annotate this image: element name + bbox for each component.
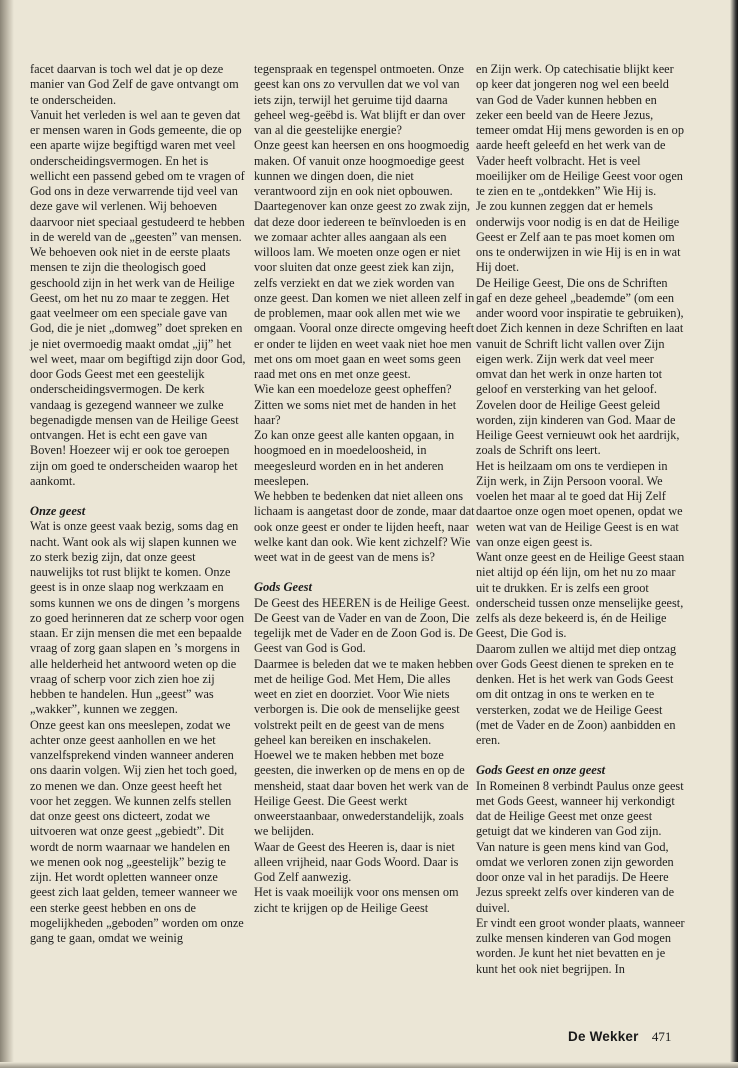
paragraph: Van nature is geen mens kind van God, omdat we verloren zonen zijn geworden door onze val in het paradijs. De Heere Jezus spreekt zelfs over kinderen van de duivel.	[476, 839, 675, 915]
paragraph: Onze geest kan ons meeslepen, zodat we achter onze geest aanhollen en we het vanzelfsprekend vinden wanneer anderen ons daarin volgen. Wij zien het toch goed, zo menen we dan. Onze geest heeft het voor het zeggen. We kunnen zelfs stellen dat onze geest ons dicteert, zodat we uitvoeren wat onze geest „gebiedt”. Dit wordt de norm waarnaar we handelen en we menen ook nog „geestelijk” bezig te zijn. Het wordt opletten wanneer onze geest zich laat gelden, temeer wanneer we een sterke geest hebben en ons de mogelijkheden „geboden” worden om onze gang te gaan, omdat we weinig	[30, 717, 244, 945]
text-column-2	[254, 62, 476, 916]
paragraph: In Romeinen 8 verbindt Paulus onze geest met Gods Geest, wanneer hij verkondigt dat de Heilige Geest met onze geest getuigt dat we kinderen van God zijn.	[476, 778, 684, 839]
paragraph: De Heilige Geest, Die ons de Schriften gaf en deze geheel „beademde” (om een ander woord voor inspiratie te gebruiken), doet Zich kennen in deze Schriften en laat vanuit de Schrift licht vallen over Zijn eigen werk. Zijn werk dat veel meer omvat dan het werk in onze harten tot geloof en versterking van het geloof.	[476, 275, 684, 397]
paragraph: Wie kan een moedeloze geest opheffen? Zitten we soms niet met de handen in het haar?	[254, 382, 457, 427]
publication-name: De Wekker	[568, 1029, 639, 1044]
paragraph-spacer	[476, 748, 686, 763]
text-column-3	[476, 62, 686, 977]
section-heading: Onze geest	[30, 504, 86, 518]
paragraph: Je zou kunnen zeggen dat er hemels onderwijs voor nodig is en dat de Heilige Geest er Zelf aan te pas moet komen om ons te onderwijzen in wie Hij is en in wat Hij doet.	[476, 199, 681, 275]
paragraph-spacer	[254, 565, 476, 580]
page-right-edge	[730, 0, 738, 1068]
paragraph: Daarmee is beleden dat we te maken hebben met de heilige God. Met Hem, Die alles weet en ziet en doorziet. Voor Wie niets verborgen is. Die ook de menselijke geest volstrekt peilt en de geest van de mens geheel kan bereiken en inschakelen.	[254, 656, 473, 747]
paragraph: Het is vaak moeilijk voor ons mensen om zicht te krijgen op de Heilige Geest	[254, 885, 459, 915]
paragraph: Waar de Geest des Heeren is, daar is niet alleen vrijheid, naar Gods Woord. Daar is God Zelf aanwezig.	[254, 839, 459, 884]
paragraph: We hebben te bedenken dat niet alleen ons lichaam is aangetast door de zonde, maar dat ook onze geest er onder te lijden heeft, naar welke kant dan ook. Wie kent zichzelf? Wie weet wat in de geest van de mens is?	[254, 489, 475, 564]
paragraph: Zovelen door de Heilige Geest geleid worden, zijn kinderen van God. Maar de Heilige Geest vernieuwt ook het aardrijk, zoals de Schrift ons leert.	[476, 397, 680, 458]
paragraph: De Geest des HEEREN is de Heilige Geest. De Geest van de Vader en van de Zoon, Die tegelijk met de Vader en de Zoon God is. De Geest van God is God.	[254, 595, 474, 656]
paragraph: Hoewel we te maken hebben met boze geesten, die inwerken op de mens en op de mensheid, staat daar boven het werk van de Heilige Geest. Die Geest werkt onweerstaanbaar, onwederstandelijk, zoals we belijden.	[254, 748, 469, 839]
paragraph: tegenspraak en tegenspel ontmoeten. Onze geest kan ons zo vervullen dat we vol van iets zijn, terwijl het geruime tijd daarna geheel weg-geëbd is. Wat blijft er dan over van al die geestelijke energie?	[254, 62, 466, 137]
page-bottom-edge	[0, 1062, 738, 1068]
paragraph: Vanuit het verleden is wel aan te geven dat er mensen waren in Gods gemeente, die op een aparte wijze begiftigd waren met veel onderscheidingsvermogen. En het is wellicht een passend gebed om te vragen of God ons in deze verwarrende tijd veel van deze gave wil verlenen. Wij behoeven daarvoor niet speciaal gestudeerd te hebben in de wereld van de „geesten” van mensen. We behoeven ook niet in de eerste plaats mensen te zijn die theologisch goed geschoold zijn in het werk van de Heilige Geest, om het nu zo maar te zeggen. Het gaat veelmeer om een speciale gave van God, die je niet „domweg” doet spreken en je niet overmoedig maakt omdat „jij” het wel weet, maar om begiftigd zijn door God, door Gods Geest met een geestelijk onderscheidingsvermogen. De kerk vandaag is gezegend wanneer we zulke begenadigde mensen van de Heilige Geest ontvangen. Het is echt een gave van Boven! Hoezeer wij er ook toe geroepen zijn om goed te onderscheiden waarop het aankomt.	[30, 107, 246, 488]
paragraph: Wat is onze geest vaak bezig, soms dag en nacht. Want ook als wij slapen kunnen we zo sterk bezig zijn, dat onze geest nauwelijks tot rust blijkt te komen. Onze geest is in onze slaap nog werkzaam en soms kunnen we ons de dingen ’s morgens zo goed herinneren dat ze scherp voor ogen staan. Er zijn mensen die met een bepaalde vraag of zorg gaan slapen en ’s morgens in alle helderheid het antwoord weten op die vraag of scherp voor zich zien hoe zij hebben te handelen. Hun „geest” was „wakker”, kunnen we zeggen.	[30, 519, 245, 717]
paragraph: Onze geest kan heersen en ons hoogmoedig maken. Of vanuit onze hoogmoedige geest kunnen we dingen doen, die niet verantwoord zijn en ook niet opbouwen.	[254, 138, 470, 198]
page-spine-shadow	[0, 0, 14, 1068]
section-heading: Gods Geest en onze geest	[476, 763, 606, 778]
section-heading: Gods Geest	[254, 580, 312, 595]
paragraph: Daartegenover kan onze geest zo zwak zijn, dat deze door iedereen te beïnvloeden is en we zomaar achter alles aangaan als een willoos lam. We moeten onze ogen er niet voor sluiten dat onze geest ziek kan zijn, zelfs verziekt en dat we ziek worden van onze geest. Dan komen we niet alleen zelf in de problemen, maar ook allen met wie we omgaan. Vooral onze directe omgeving heeft er onder te lijden en weet vaak niet hoe men met ons om moet gaan en weet soms geen raad met ons en met onze geest.	[254, 199, 475, 381]
paragraph: Het is heilzaam om ons te verdiepen in Zijn werk, in Zijn Persoon vooral. We voelen het maar al te goed dat Hij Zelf daartoe onze ogen moet openen, opdat we weten wat van de Heilige Geest is en wat van onze eigen geest is.	[476, 458, 683, 549]
paragraph: Want onze geest en de Heilige Geest staan niet altijd op één lijn, om het nu zo maar uit te drukken. Er is zelfs een groot onderscheid tussen onze menselijke geest, zelfs als deze bekeerd is, én de Heilige Geest, Die God is.	[476, 550, 685, 641]
page-number: 471	[651, 1029, 672, 1044]
paragraph-spacer	[30, 489, 246, 504]
paragraph: facet daarvan is toch wel dat je op deze manier van God Zelf de gave ontvangt om te onderscheiden.	[30, 62, 239, 107]
text-column-1	[30, 62, 246, 946]
paragraph: en Zijn werk. Op catechisatie blijkt keer op keer dat jongeren nog wel een beeld van God de Vader kunnen hebben en zeker een beeld van de Heere Jezus, temeer omdat Hij mens geworden is en op aarde heeft geleefd en het werk van de Vader heeft volbracht. Het is veel moeilijker om de Heilige Geest voor ogen te zien en te „ontdekken” Wie Hij is.	[476, 62, 684, 198]
paragraph: Er vindt een groot wonder plaats, wanneer zulke mensen kinderen van God mogen worden. Je kunt het niet bevatten en je kunt het ook niet begrijpen. In	[476, 915, 685, 976]
paragraph: Zo kan onze geest alle kanten opgaan, in hoogmoed en in moedeloosheid, in meegesleurd worden en in het anderen meeslepen.	[254, 428, 455, 488]
paragraph: Daarom zullen we altijd met diep ontzag over Gods Geest dienen te spreken en te denken. Het is het werk van Gods Geest om dit ontzag in ons te werken en te versterken, zodat we de Heilige Geest (met de Vader en de Zoon) aanbidden en eren.	[476, 641, 677, 747]
page-footer	[568, 1029, 671, 1045]
